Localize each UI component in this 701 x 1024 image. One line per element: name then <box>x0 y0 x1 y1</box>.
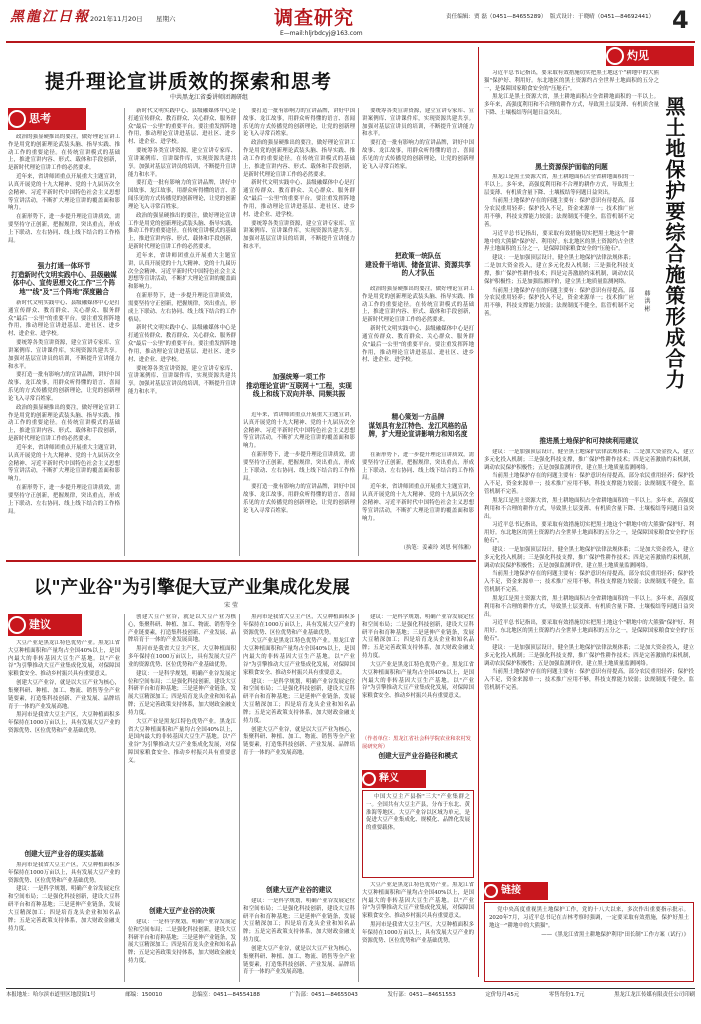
tag-circle-icon <box>8 110 26 128</box>
article3-paragraph: 大豆产业是黑龙江特色优势产业。黑龙江省大豆种植面积和产量均占全国40%以上，是国内最大的非转基因大豆生产基地。以"产业谷"为引擎推动大豆产业集成化发展，对保障国家粮食安全、推动乡村振兴具有重要意义。 <box>128 718 236 764</box>
section-title: 调查研究 <box>274 7 355 29</box>
article3-paragraph: 建议：一是科学规划，明确产业谷发展定位和空间布局；二是强化科技创新，建设大豆科研平台和育种基地；三是延伸产业链条，发展大豆精深加工；四是培育龙头企业和知名品牌；五是完善政策支持体系，加大财政金融支持力度。 <box>128 670 236 716</box>
article1-paragraph: 政治的强显硬推出的要注，做好理论宣讲工作是用党的创新理论武装头脑、指导实践、推动工作的重要途径。在传统宣讲模式的基础上，推进宣讲内容、形式、载体和手段创新，是新时代理论宣讲工作的必然要求。 <box>243 140 355 178</box>
article3-paragraph: 黑河市是我省大豆主产区，大豆种植面积多年保持在1000万亩以上，具有发展大豆产业的资源优势、区位优势和产业基础优势。 <box>8 862 120 884</box>
article3-subhead-2: 创建大豆产业谷的决策 <box>149 907 215 915</box>
article2-author: 韩 洪 彬 <box>643 290 650 312</box>
article3-col2 <box>128 614 236 904</box>
article3-paragraph: 黑河市是我省大豆主产区，大豆种植面积多年保持在1000万亩以上，具有发展大豆产业的资源优势、区位优势和产业基础优势。 <box>8 712 120 735</box>
article2-paragraph: 当前黑土地保护存在的问题主要有：保护意识有待提高，部分农民重用轻养；保护投入不足，资金来源单一；技术推广应用不够，科技支撑能力较弱；法规制度不健全，监管机制不完善。 <box>484 473 694 496</box>
article1-paragraph: 近年来，省讲师团重点开展重大主题宣讲，认真开展党的十九大精神、党的十九届历次全会精神、习近平新时代中国特色社会主义思想等宣讲活动，不断扩大理论宣讲的覆盖面和影响力。 <box>128 252 236 291</box>
article1-col4 <box>362 108 474 250</box>
article3-paragraph: 创建大豆产业谷，就是以大豆产业为核心，集聚科研、种植、加工、物流、销售等全产业链要素，打造集科技创新、产业发展、品牌培育于一体的产业发展高地。 <box>243 945 355 976</box>
article3-col3b <box>243 898 355 981</box>
article3-paragraph: 建议：一是科学规划，明确产业谷发展定位和空间布局；二是强化科技创新，建设大豆科研平台和育种基地；三是延伸产业链条，发展大豆精深加工；四是培育龙头企业和知名品牌；五是完善政策支持体系，加大财政金融支持力度。 <box>128 919 236 965</box>
article1-subhead-1: 强力打通一体环节 打造新时代文明实践中心、县级融媒体中心、宣传思想文化工作"三个阵地""线"及"三个阵地"深度融合 <box>11 262 117 296</box>
article3-col4 <box>362 614 474 734</box>
article3-paragraph: 黑河市是我省大豆主产区，大豆种植面积多年保持在1000万亩以上，具有发展大豆产业的资源优势、区位优势和产业基础优势。 <box>243 614 355 636</box>
section-tag-label: 建议 <box>29 618 51 632</box>
article2-body-a <box>484 174 634 434</box>
article2-body-b <box>484 449 694 844</box>
article1-paragraph: 新时代文明实践中心、县级融媒体中心是打通宣传群众、教育群众、关心群众、服务群众"最后一公里"的重要平台。要注重发挥阵地作用，推动理论宣讲进基层、进社区、进乡村、进企业、进学校。 <box>128 325 236 363</box>
editor-credit: 责任编辑：贾 磊（0451—84655289） <box>446 14 547 20</box>
tag-circle-icon <box>362 772 376 786</box>
article2-paragraph: 建议：一是加强顶层设计，健全黑土地保护法律法规体系；二是加大资金投入，建立多元化投入机制；三是强化科技支撑，推广保护性耕作技术；四是完善激励约束机制，调动农民保护积极性；五是加强监测评价，建立黑土地质量监测网络。 <box>484 644 694 667</box>
designer-credit: 版式设计：于晓晴（0451—84692441） <box>550 14 655 20</box>
column-divider <box>358 108 359 556</box>
article1-col1 <box>8 134 120 260</box>
article1-paragraph: 要统筹各类宣讲资源，建立宣讲专家库、宣讲案例库、宣讲课件库，实现资源共建共享。加强对基层宣讲员的培训，不断提升宣讲能力和水平。 <box>243 220 355 251</box>
article3-paragraph: 创建大豆产业谷，就是以大豆产业为核心，集聚科研、种植、加工、物流、销售等全产业链要素，打造集科技创新、产业发展、品牌培育于一体的产业发展高地。 <box>243 726 355 757</box>
footer-single-price: 零售每份1.7元 <box>548 992 585 998</box>
section-tag-jianyi <box>8 614 82 636</box>
article3-paragraph: 建议：一是科学规划，明确产业谷发展定位和空间布局；二是强化科技创新，建设大豆科研平台和育种基地；三是延伸产业链条，发展大豆精深加工；四是培育龙头企业和知名品牌；五是完善政策支持体系，加大财政金融支持力度。 <box>8 886 120 932</box>
article1-paragraph: 要打造一批有影响力的宣讲品牌，讲好中国故事、龙江故事，用群众听得懂的语言、喜闻乐见的方式传播党的创新理论，让党的创新理论飞入寻常百姓家。 <box>243 484 355 514</box>
lianjie-source: ——《黑龙江省黑土耕地保护利用"田长制"工作方案（试行）》 <box>541 932 689 939</box>
section-tag-sikao <box>8 108 86 130</box>
article1-col1b <box>8 300 120 555</box>
article2-paragraph: 建议：一是加强顶层设计，健全黑土地保护法律法规体系；二是加大资金投入，建立多元化投入机制；三是强化科技支撑，推广保护性耕作技术；四是完善激励约束机制，调动农民保护积极性；五是加强监测评价，建立黑土地质量监测网络。 <box>484 546 694 569</box>
article1-paragraph: 政治的强显硬推出的要注，做好理论宣讲工作是用党的创新理论武装头脑、指导实践、推动工作的重要途径。在传统宣讲模式的基础上，推进宣讲内容、形式、载体和手段创新，是新时代理论宣讲工作的必然要求。 <box>8 404 120 443</box>
article2-paragraph: 习近平总书记指出，要采取有效措施切实把黑土地这个"耕地中的大熊猫"保护好、利用好。东北地区的黑土资源约占全世界土地面积的五分之一，是保障国家粮食安全的"压舱石"。 <box>484 620 694 643</box>
tag-circle-icon <box>8 616 26 634</box>
article1-paragraph: 新时代文明实践中心、县级融媒体中心是打通宣传群众、教育群众、关心群众、服务群众"最后一公里"的重要平台。要注重发挥阵地作用，推动理论宣讲进基层、进社区、进乡村、进企业、进学校。 <box>362 326 474 364</box>
article1-col4b <box>362 286 474 410</box>
article3-paragraph: 大豆产业是黑龙江特色优势产业。黑龙江省大豆种植面积和产量均占全国40%以上，是国内最大的非转基因大豆生产基地。以"产业谷"为引擎推动大豆产业集成化发展，对保障国家粮食安全、推动乡村振兴具有重要意义。 <box>362 882 474 920</box>
article1-paragraph: 要打造一批有影响力的宣讲品牌，讲好中国故事、龙江故事，用群众听得懂的语言、喜闻乐见的方式传播党的创新理论，让党的创新理论飞入寻常百姓家。 <box>128 180 236 210</box>
article2-vertical-title: 黑土地保护要综合施策形成合力 <box>662 96 686 390</box>
tag-circle-icon <box>484 884 498 898</box>
tag-circle-icon <box>606 47 624 65</box>
article2-paragraph: 黑龙江是黑土资源大省，黑土耕地面积占全省耕地面积的一半以上。多年来，高强度利用和不合理的耕作方式，导致黑土层变薄、有机质含量下降、土壤板结等问题日益突出。 <box>484 174 634 196</box>
footer-postcode: 邮编：150010 <box>125 992 163 998</box>
article3-paragraph: 黑河市是我省大豆主产区，大豆种植面积多年保持在1000万亩以上，具有发展大豆产业的资源优势、区位优势和产业基础优势。 <box>128 646 236 668</box>
article1-col3 <box>243 108 355 370</box>
article1-paragraph: 新时代文明实践中心、县级融媒体中心是打通宣传群众、教育群众、关心群众、服务群众"最后一公里"的重要平台。要注重发挥阵地作用，推动理论宣讲进基层、进社区、进乡村、进企业、进学校。 <box>243 180 355 218</box>
column-divider <box>124 614 125 982</box>
lianjie-text: 党中央高度重视黑土地保护工作，党的十八大以来，多次作出重要指示批示。2020年7月，习近平总书记在吉林考察时强调，一定要采取有效措施，保护好黑土地这一"耕地中的大熊猫"。 <box>489 907 689 929</box>
article1-paragraph: 要统筹各类宣讲资源，建立宣讲专家库、宣讲案例库、宣讲课件库，实现资源共建共享。加强对基层宣讲员的培训，不断提升宣讲能力和水平。 <box>128 148 236 178</box>
article3-col1 <box>8 640 120 847</box>
article1-paragraph: 要统筹各类宣讲资源，建立宣讲专家库、宣讲案例库、宣讲课件库，实现资源共建共享。加强对基层宣讲员的培训，不断提升宣讲能力和水平。 <box>128 365 236 395</box>
article1-paragraph: 在新形势下，进一步提升理论宣讲质效，需要坚持守正创新，把握规律，突出重点，形成上下联动、左右协同、线上线下结合的工作格局。 <box>128 293 236 323</box>
article3-paragraph: 建议：一是科学规划，明确产业谷发展定位和空间布局；二是强化科技创新，建设大豆科研平台和育种基地；三是延伸产业链条，发展大豆精深加工；四是培育龙头企业和知名品牌；五是完善政策支持体系，加大财政金融支持力度。 <box>243 898 355 944</box>
article1-paragraph: 要打造一批有影响力的宣讲品牌，讲好中国故事、龙江故事，用群众听得懂的语言、喜闻乐见的方式传播党的创新理论，让党的创新理论飞入寻常百姓家。 <box>243 108 355 138</box>
article2-paragraph: 黑龙江是黑土资源大省，黑土耕地面积占全省耕地面积的一半以上。多年来，高强度利用和不合理的耕作方式，导致黑土层变薄、有机质含量下降、土壤板结等问题日益突出。 <box>484 94 659 117</box>
article2-paragraph: 黑龙江是黑土资源大省，黑土耕地面积占全省耕地面积的一半以上。多年来，高强度利用和不合理的耕作方式，导致黑土层变薄、有机质含量下降、土壤板结等问题日益突出。 <box>484 595 694 618</box>
footer-distribution-tel: 发行部：0451—84651553 <box>387 992 456 998</box>
article1-paragraph: 在新形势下，进一步提升理论宣讲质效，需要坚持守正创新，把握规律，突出重点，形成上下联动、左右协同、线上线下结合的工作格局。 <box>8 485 120 515</box>
article1-paragraph: 要打造一批有影响力的宣讲品牌，讲好中国故事、龙江故事，用群众听得懂的语言、喜闻乐见的方式传播党的创新理论，让党的创新理论飞入寻常百姓家。 <box>362 140 474 170</box>
issue-weekday: 星期六 <box>156 15 176 23</box>
section-tag-label: 链接 <box>501 884 521 896</box>
article1-paragraph: 近年来，省讲师团重点开展重大主题宣讲，认真开展党的十九大精神、党的十九届历次全会精神、习近平新时代中国特色社会主义思想等宣讲活动，不断扩大理论宣讲的覆盖面和影响力。 <box>243 412 355 450</box>
article3-col2b <box>128 919 236 981</box>
footer <box>6 992 695 1004</box>
article2-paragraph: 建议：一是加强顶层设计，健全黑土地保护法律法规体系；二是加大资金投入，建立多元化投入机制；三是强化科技支撑，推广保护性耕作技术；四是完善激励约束机制，调动农民保护积极性；五是加强监测评价，建立黑土地质量监测网络。 <box>484 255 634 285</box>
article2-paragraph: 当前黑土地保护存在的问题主要有：保护意识有待提高，部分农民重用轻养；保护投入不足，资金来源单一；技术推广应用不够，科技支撑能力较弱；法规制度不健全，监管机制不完善。 <box>484 287 634 318</box>
article1-paragraph: 在新形势下，进一步提升理论宣讲质效，需要坚持守正创新，把握规律，突出重点，形成上下联动、左右协同、线上线下结合的工作格局。 <box>243 452 355 482</box>
article1-paragraph: 在新形势下，进一步提升理论宣讲质效，需要坚持守正创新，把握规律，突出重点，形成上下联动、左右协同、线上线下结合的工作格局。 <box>362 452 474 482</box>
article3-subhead-4: 创建大豆产业谷路径和模式 <box>378 752 458 760</box>
article1-col2 <box>128 108 236 556</box>
footer-printer: 黑龙江龙江传媒有限责任公司印刷 <box>614 992 695 998</box>
article3-headline: 以"产业谷"为引擎促大豆产业集成化发展 <box>34 578 350 598</box>
article2-subhead-1: 黑土资源保护面临的问题 <box>535 163 608 171</box>
article3-paragraph: 创建大豆产业谷，就是以大豆产业为核心，集聚科研、种植、加工、物流、销售等全产业链要素，打造集科技创新、产业发展、品牌培育于一体的产业发展高地。 <box>128 614 236 644</box>
article1-paragraph: 近年来，省讲师团重点开展重大主题宣讲，认真开展党的十九大精神、党的十九届历次全会精神、习近平新时代中国特色社会主义思想等宣讲活动，不断扩大理论宣讲的覆盖面和影响力。 <box>362 484 474 522</box>
page-number: 4 <box>672 6 689 34</box>
footer-rule <box>6 988 695 989</box>
article1-paragraph: 新时代文明实践中心、县级融媒体中心是打通宣传群众、教育群众、关心群众、服务群众"最后一公里"的重要平台。要注重发挥阵地作用，推动理论宣讲进基层、进社区、进乡村、进企业、进学校。 <box>8 300 120 338</box>
article2-intro <box>484 70 659 160</box>
section-tag-label: 思考 <box>29 112 51 126</box>
footer-ad-tel: 广告部：0451—84655043 <box>289 992 358 998</box>
article2-paragraph: 当前黑土地保护存在的问题主要有：保护意识有待提高，部分农民重用轻养；保护投入不足，资金来源单一；技术推广应用不够，科技支撑能力较弱；法规制度不健全，监管机制不完善。 <box>484 669 694 692</box>
article2-paragraph: 习近平总书记指出，要采取有效措施切实把黑土地这个"耕地中的大熊猫"保护好、利用好。东北地区的黑土资源约占全世界土地面积的五分之一，是保障国家粮食安全的"压舱石"。 <box>484 230 634 253</box>
masthead <box>6 5 695 41</box>
article1-paragraph: 要统筹各类宣讲资源，建立宣讲专家库、宣讲案例库、宣讲课件库，实现资源共建共享。加强对基层宣讲员的培训，不断提升宣讲能力和水平。 <box>362 108 474 138</box>
section-email: E—mail:hljrbdcyj@163.com <box>280 30 363 37</box>
footer-editorial-tel: 总编室：0451—84554188 <box>191 992 260 998</box>
article1-subhead-2: 加强统筹一项工作 推动理论宣讲"互联网＋"工程，实现线上和线下双向并举、同频共振 <box>246 373 352 399</box>
article2-paragraph: 习近平总书记指出，要采取有效措施切实把黑土地这个"耕地中的大熊猫"保护好、利用好。东北地区的黑土资源约占全世界土地面积的五分之一，是保障国家粮食安全的"压舱石"。 <box>484 522 694 545</box>
article3-col4b <box>362 882 474 980</box>
footer-price: 定价每月45元 <box>485 992 520 998</box>
article2-paragraph: 当前黑土地保护存在的问题主要有：保护意识有待提高，部分农民重用轻养；保护投入不足，资金来源单一；技术推广应用不够，科技支撑能力较弱；法规制度不健全，监管机制不完善。 <box>484 198 634 228</box>
article2-subhead-2: 推进黑土地保护和可持续利用建议 <box>539 437 639 445</box>
article3-paragraph: 大豆产业是黑龙江特色优势产业。黑龙江省大豆种植面积和产量均占全国40%以上，是国内最大的非转基因大豆生产基地。以"产业谷"为引擎推动大豆产业集成化发展，对保障国家粮食安全、推动乡村振兴具有重要意义。 <box>362 661 474 700</box>
article1-col4c <box>362 452 474 542</box>
article1-paragraph: 新时代文明实践中心、县级融媒体中心是打通宣传群众、教育群众、关心群众、服务群众"最后一公里"的重要平台。要注重发挥阵地作用，推动理论宣讲进基层、进社区、进乡村、进企业、进学校。 <box>128 108 236 146</box>
article3-paragraph: 建议：一是科学规划，明确产业谷发展定位和空间布局；二是强化科技创新，建设大豆科研平台和育种基地；三是延伸产业链条，发展大豆精深加工；四是培育龙头企业和知名品牌；五是完善政策支持体系，加大财政金融支持力度。 <box>362 614 474 660</box>
article1-subhead-4: 精心策划一方品牌 谋划具有龙江特色、龙江风格的品牌，扩大理论宣讲影响力和知名度 <box>368 413 468 439</box>
column-divider <box>478 47 479 977</box>
article1-paragraph: 近年来，省讲师团重点开展重大主题宣讲，认真开展党的十九大精神、党的十九届历次全会精神、习近平新时代中国特色社会主义思想等宣讲活动，不断扩大理论宣讲的覆盖面和影响力。 <box>8 174 120 212</box>
section-tag-lianjie <box>484 882 548 900</box>
article2-paragraph: 习近平总书记指出，要采取有效措施切实把黑土地这个"耕地中的大熊猫"保护好、利用好。东北地区的黑土资源约占全世界土地面积的五分之一，是保障国家粮食安全的"压舱石"。 <box>484 70 659 92</box>
column-divider <box>239 108 240 556</box>
article3-col3 <box>243 614 355 884</box>
article1-paragraph: 政治的强显硬推出的要注，做好理论宣讲工作是用党的创新理论武装头脑、指导实践、推动工作的重要途径。在传统宣讲模式的基础上，推进宣讲内容、形式、载体和手段创新，是新时代理论宣讲工作的必然要求。 <box>362 286 474 324</box>
article3-paragraph: 创建大豆产业谷，就是以大豆产业为核心，集聚科研、种植、加工、物流、销售等全产业链要素，打造集科技创新、产业发展、品牌培育于一体的产业发展高地。 <box>8 680 120 710</box>
article3-author: 宋 莹 <box>224 602 238 609</box>
footer-address: 本报地址：哈尔滨市道里区地段街1号 <box>6 992 96 998</box>
column-divider <box>124 108 125 556</box>
article1-paragraph: 政治的强显硬推出的要注，做好理论宣讲工作是用党的创新理论武装头脑、指导实践、推动工作的重要途径。在传统宣讲模式的基础上，推进宣讲内容、形式、载体和手段创新，是新时代理论宣讲工作的必然要求。 <box>128 212 236 251</box>
article1-subhead-3: 把政策一统队伍 建设骨干培训、储备宣讲、资源共享的人才队伍 <box>365 252 471 278</box>
section-tag-label: 释义 <box>379 772 399 784</box>
article1-byline: 中共黑龙江省委讲师团调研组 <box>170 94 249 101</box>
newspaper-logo: 黑龍江日報 <box>10 9 90 25</box>
article3-paragraph: 黑河市是我省大豆主产区，大豆种植面积多年保持在1000万亩以上，具有发展大豆产业的资源优势、区位优势和产业基础优势。 <box>362 922 474 944</box>
column-divider <box>358 614 359 982</box>
article1-paragraph: 在新形势下，进一步提升理论宣讲质效，需要坚持守正创新，把握规律，突出重点，形成上下联动、左右协同、线上线下结合的工作格局。 <box>8 214 120 244</box>
section-tag-label: 灼见 <box>627 49 649 63</box>
article1-paragraph: 要统筹各类宣讲资源，建立宣讲专家库、宣讲案例库、宣讲课件库，实现资源共建共享。加强对基层宣讲员的培训，不断提升宣讲能力和水平。 <box>8 340 120 370</box>
article2-paragraph: 黑龙江是黑土资源大省，黑土耕地面积占全省耕地面积的一半以上。多年来，高强度利用和不合理的耕作方式，导致黑土层变薄、有机质含量下降、土壤板结等问题日益突出。 <box>484 497 694 520</box>
article1-paragraph: 政治的强显硬推出的要注，做好理论宣讲工作是用党的创新理论武装头脑、指导实践、推动工作的重要途径。在传统宣讲模式的基础上，推进宣讲内容、形式、载体和手段创新，是新时代理论宣讲工作的必然要求。 <box>8 134 120 172</box>
article3-divider <box>6 560 476 562</box>
column-divider <box>239 614 240 982</box>
article1-author-note: （执笔：姜素玲 刘思 何伟湘） <box>400 545 474 551</box>
article1-paragraph: 近年来，省讲师团重点开展重大主题宣讲，认真开展党的十九大精神、党的十九届历次全会精神、习近平新时代中国特色社会主义思想等宣讲活动，不断扩大理论宣讲的覆盖面和影响力。 <box>8 444 120 483</box>
article1-paragraph: 要打造一批有影响力的宣讲品牌，讲好中国故事、龙江故事，用群众听得懂的语言、喜闻乐见的方式传播党的创新理论，让党的创新理论飞入寻常百姓家。 <box>8 372 120 402</box>
article3-paragraph: 大豆产业是黑龙江特色优势产业。黑龙江省大豆种植面积和产量均占全国40%以上，是国内最大的非转基因大豆生产基地。以"产业谷"为引擎推动大豆产业集成化发展，对保障国家粮食安全、推动乡村振兴具有重要意义。 <box>8 640 120 678</box>
article1-headline: 提升理论宣讲质效的探索和思考 <box>45 70 333 93</box>
article3-paragraph: 建议：一是科学规划，明确产业谷发展定位和空间布局；二是强化科技创新，建设大豆科研平台和育种基地；三是延伸产业链条，发展大豆精深加工；四是培育龙头企业和知名品牌；五是完善政策支持体系，加大财政金融支持力度。 <box>243 678 355 724</box>
article3-author-note: （作者单位：黑龙江省社会科学院农业和农村发展研究所） <box>362 736 471 750</box>
section-tag-shiyi <box>362 770 426 788</box>
article3-paragraph: 大豆产业是黑龙江特色优势产业。黑龙江省大豆种植面积和产量均占全国40%以上，是国内最大的非转基因大豆生产基地。以"产业谷"为引擎推动大豆产业集成化发展，对保障国家粮食安全、推动乡村振兴具有重要意义。 <box>243 638 355 676</box>
article2-paragraph: 建议：一是加强顶层设计，健全黑土地保护法律法规体系；二是加大资金投入，建立多元化投入机制；三是强化科技支撑，推广保护性耕作技术；四是完善激励约束机制，调动农民保护积极性；五是加强监测评价，建立黑土地质量监测网络。 <box>484 449 694 471</box>
shiyi-box <box>362 790 474 878</box>
shiyi-text: 中国大豆主产县指"三大"产业集群之一。全国共有大豆主产县，分布于东北、黄淮海等地区。大豆产业谷以区域为单元，是促进大豆产业集成化、规模化、品牌化发展的重要载体。 <box>366 794 470 832</box>
lianjie-box <box>484 902 694 982</box>
article1-col3b <box>243 412 355 556</box>
masthead-rule <box>6 41 695 43</box>
issue-date: 2021年11月20日 <box>90 15 143 23</box>
article3-subhead-1: 创建大豆产业谷的现实基础 <box>24 850 104 858</box>
section-tag-zhuojian <box>606 46 694 66</box>
article3-subhead-3: 创建大豆产业谷的建议 <box>266 886 332 894</box>
article2-paragraph: 当前黑土地保护存在的问题主要有：保护意识有待提高，部分农民重用轻养；保护投入不足，资金来源单一；技术推广应用不够，科技支撑能力较弱；法规制度不健全，监管机制不完善。 <box>484 571 694 594</box>
article3-col1b <box>8 862 120 980</box>
